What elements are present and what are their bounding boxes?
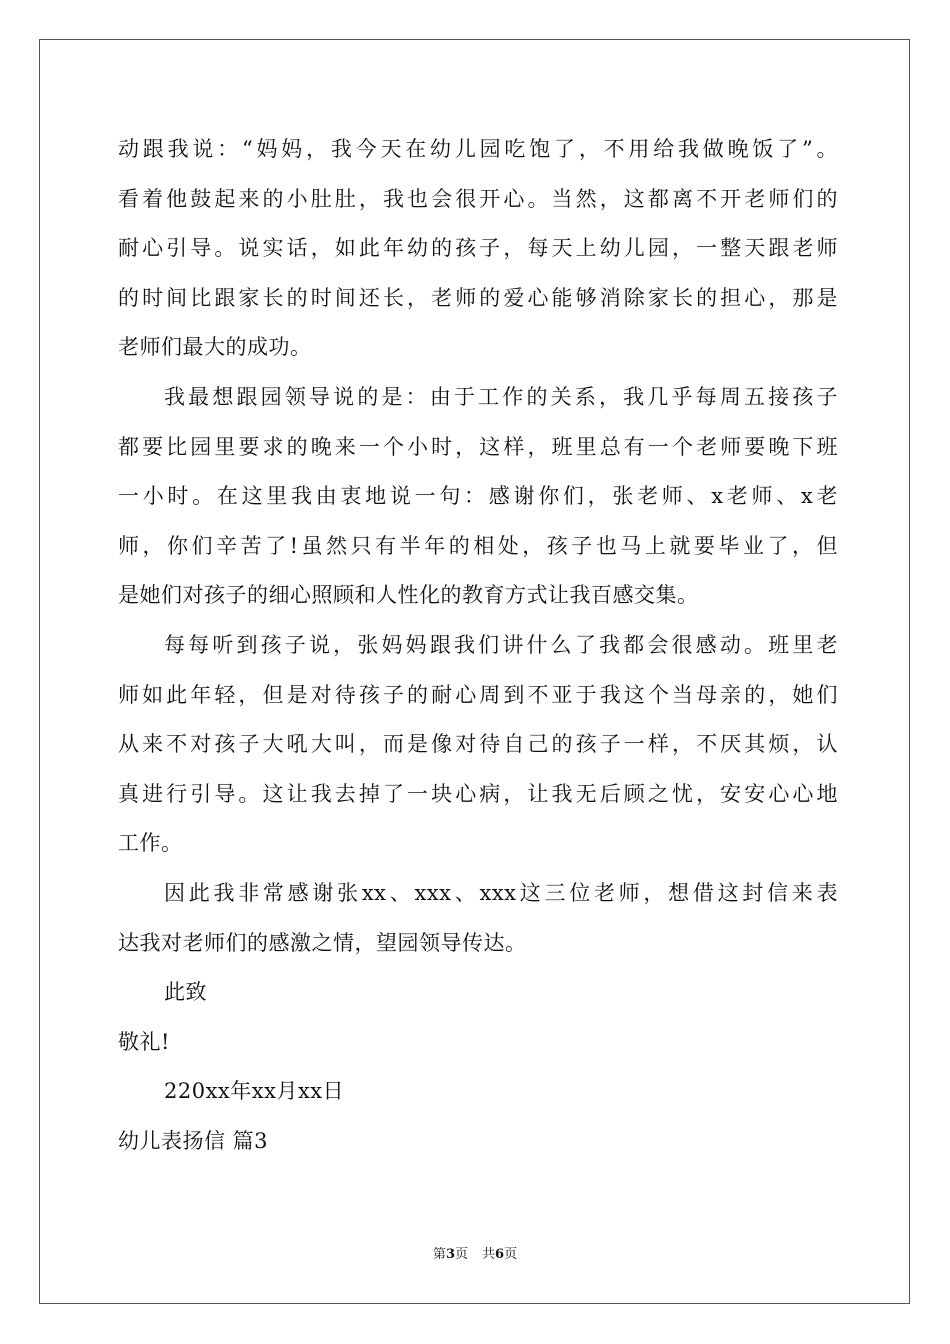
page-prefix: 第: [432, 1247, 446, 1262]
closing-line: 此致: [164, 980, 207, 1005]
text-line: 老师们最大的成功。: [118, 335, 312, 360]
text-line: 从来不对孩子大吼大叫，而是像对待自己的孩子一样，不厌其烦，认: [118, 732, 838, 757]
text-line: 是她们对孩子的细心照顾和人性化的教育方式让我百感交集。: [118, 583, 699, 608]
text-line: 师，你们辛苦了!虽然只有半年的相处，孩子也马上就要毕业了，但: [118, 533, 838, 558]
text-line: 我最想跟园领导说的是：由于工作的关系，我几乎每周五接孩子: [164, 384, 838, 409]
text-line: 达我对老师们的感激之情，望园领导传达。: [118, 930, 527, 955]
page-footer: [0, 1246, 950, 1264]
total-suffix: 页: [504, 1247, 518, 1262]
text-line: 工作。: [118, 831, 183, 856]
text-line: 动跟我说：“妈妈，我今天在幼儿园吃饱了，不用给我做晚饭了”。: [118, 137, 838, 161]
date-line: 220xx年xx月xx日: [164, 1079, 345, 1104]
text-line: 的时间比跟家长的时间还长，老师的爱心能够消除家长的担心，那是: [118, 285, 838, 310]
text-line: 因此我非常感谢张xx、xxx、xxx这三位老师，想借这封信来表: [164, 880, 838, 905]
total-pages: 6: [495, 1247, 505, 1262]
document-body: [118, 125, 838, 1166]
text-line: 看着他鼓起来的小肚肚，我也会很开心。当然，这都离不开老师们的: [118, 186, 838, 211]
text-line: 每每听到孩子说，张妈妈跟我们讲什么了我都会很感动。班里老: [164, 632, 838, 657]
salute-line: 敬礼!: [118, 1029, 170, 1054]
page-suffix: 页: [454, 1247, 468, 1262]
page-number: 3: [445, 1247, 455, 1262]
text-line: 都要比园里要求的晚来一个小时，这样，班里总有一个老师要晚下班: [118, 434, 838, 459]
text-line: 耐心引导。说实话，如此年幼的孩子，每天上幼儿园，一整天跟老师: [118, 236, 838, 261]
text-line: 一小时。在这里我由衷地说一句：感谢你们，张老师、x老师、x老: [118, 484, 838, 509]
section-title: 幼儿表扬信 篇3: [118, 1128, 269, 1153]
text-line: 真进行引导。这让我去掉了一块心病，让我无后顾之忧，安安心心地: [118, 781, 838, 806]
text-line: 师如此年轻，但是对待孩子的耐心周到不亚于我这个当母亲的，她们: [118, 682, 838, 707]
total-prefix: 共: [482, 1247, 496, 1262]
